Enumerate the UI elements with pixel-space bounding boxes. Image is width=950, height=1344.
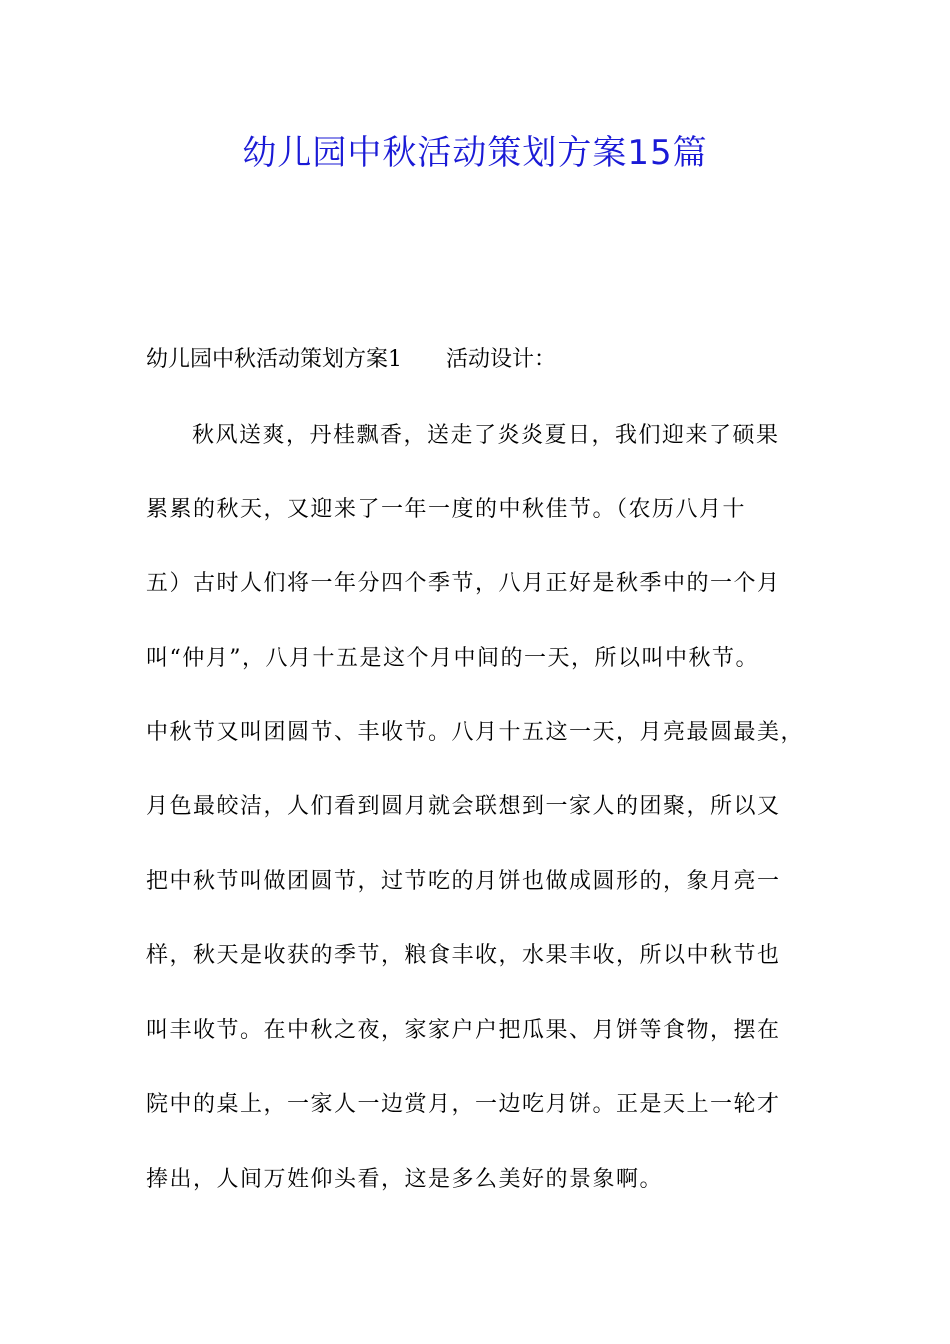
section-heading [146,342,556,378]
paragraph-line: 月色最皎洁，人们看到圆月就会联想到一家人的团聚，所以又 [146,794,781,819]
paragraph-line: 把中秋节叫做团圆节，过节吃的月饼也做成圆形的，象月亮一 [146,869,781,894]
paragraph-line: 叫丰收节。在中秋之夜，家家户户把瓜果、月饼等食物，摆在 [146,1018,781,1043]
paragraph-line: 五）古时人们将一年分四个季节，八月正好是秋季中的一个月 [146,571,781,596]
section-subtitle: 活动设计： [446,347,557,372]
paragraph-line: 秋风送爽，丹桂飘香，送走了炎炎夏日，我们迎来了硕果 [192,423,780,448]
paragraph-line: 院中的桌上，一家人一边赏月，一边吃月饼。正是天上一轮才 [146,1092,781,1117]
paragraph-line: 样，秋天是收获的季节，粮食丰收，水果丰收，所以中秋节也 [146,943,781,968]
paragraph-line: 捧出，人间万姓仰头看，这是多么美好的景象啊。 [146,1167,664,1192]
document-title: 幼儿园中秋活动策划方案15篇 [242,133,708,173]
paragraph-line: 中秋节又叫团圆节、丰收节。八月十五这一天，月亮最圆最美， [146,720,805,745]
paragraph-line: 累累的秋天，又迎来了一年一度的中秋佳节。（农历八月十 [146,497,747,522]
section-title: 幼儿园中秋活动策划方案1 [146,347,402,372]
paragraph-line: 叫“仲月”，八月十五是这个月中间的一天，所以叫中秋节。 [146,646,759,671]
